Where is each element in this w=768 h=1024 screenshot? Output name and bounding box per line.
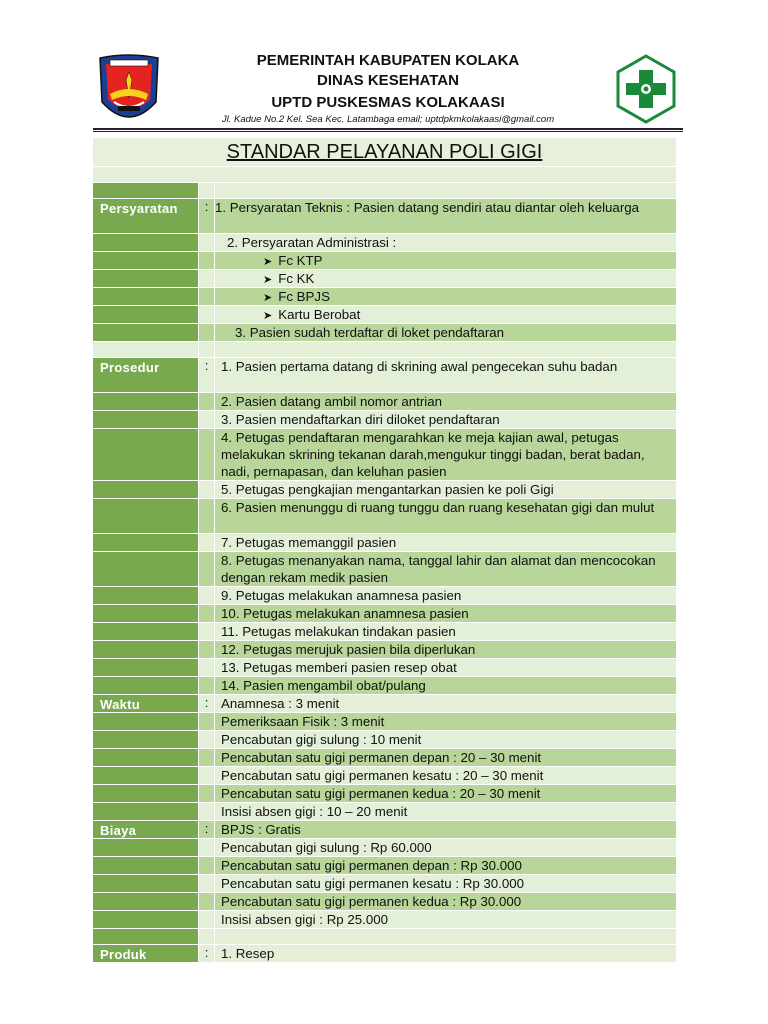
list-item: Pencabutan satu gigi permanen kedua : 20 – 30 menit xyxy=(215,785,676,802)
list-item: 3. Pasien mendaftarkan diri diloket pendaftaran xyxy=(215,411,676,428)
list-item: 13. Petugas memberi pasien resep obat xyxy=(215,659,676,676)
table-row xyxy=(93,270,676,288)
section-label-produk: Produk xyxy=(93,945,199,962)
table-row xyxy=(93,677,676,695)
list-item: ➤ Fc KTP xyxy=(215,252,676,269)
arrow-bullet-icon: ➤ xyxy=(263,274,273,286)
table-row xyxy=(93,713,676,731)
letterhead-rule-thin xyxy=(93,131,683,132)
table-row xyxy=(93,534,676,552)
table-row: Produk : 1. Resep xyxy=(93,945,676,963)
list-item: 1. Resep xyxy=(215,945,676,962)
list-item: 9. Petugas melakukan anamnesa pasien xyxy=(215,587,676,604)
list-item: Pencabutan satu gigi permanen depan : Rp 30.000 xyxy=(215,857,676,874)
list-item: 11. Petugas melakukan tindakan pasien xyxy=(215,623,676,640)
section-label-prosedur: Prosedur xyxy=(93,358,199,392)
spacer-row xyxy=(93,342,676,358)
table-row xyxy=(93,234,676,252)
table-row xyxy=(93,288,676,306)
list-item: Pencabutan satu gigi permanen kedua : Rp 30.000 xyxy=(215,893,676,910)
table-row xyxy=(93,839,676,857)
list-item: Pencabutan satu gigi permanen kesatu : 20 – 30 menit xyxy=(215,767,676,784)
list-item: 8. Petugas menanyakan nama, tanggal lahir dan alamat dan mencocokan dengan rekam medik pasien xyxy=(215,552,676,586)
arrow-bullet-icon: ➤ xyxy=(263,310,273,322)
spacer-row xyxy=(93,183,676,199)
list-item: 2. Pasien datang ambil nomor antrian xyxy=(215,393,676,410)
list-item: 2. Persyaratan Administrasi : xyxy=(215,234,676,251)
arrow-bullet-icon: ➤ xyxy=(263,256,273,268)
list-item: ➤ Kartu Berobat xyxy=(215,306,676,323)
section-label-biaya: Biaya xyxy=(93,821,199,838)
list-item: Pencabutan gigi sulung : 10 menit xyxy=(215,731,676,748)
list-item: 3. Pasien sudah terdaftar di loket pendaftaran xyxy=(215,324,676,341)
list-item: Pemeriksaan Fisik : 3 menit xyxy=(215,713,676,730)
list-item: 5. Petugas pengkajian mengantarkan pasien ke poli Gigi xyxy=(215,481,676,498)
table-row xyxy=(93,857,676,875)
letterhead-address: Jl. Kadue No.2 Kel. Sea Kec. Latambaga email; uptdpkmkolakaasi@gmail.com xyxy=(221,114,555,125)
table-row xyxy=(93,749,676,767)
table-row xyxy=(93,623,676,641)
service-standard-table xyxy=(93,138,676,963)
table-row xyxy=(93,411,676,429)
list-item: 12. Petugas merujuk pasien bila diperlukan xyxy=(215,641,676,658)
list-item: 7. Petugas memanggil pasien xyxy=(215,534,676,551)
list-item: 10. Petugas melakukan anamnesa pasien xyxy=(215,605,676,622)
section-label-waktu: Waktu xyxy=(93,695,199,712)
list-item: Anamnesa : 3 menit xyxy=(215,695,676,712)
table-row xyxy=(93,499,676,534)
letterhead-line-2: DINAS KESEHATAN xyxy=(317,72,459,89)
list-item: 6. Pasien menunggu di ruang tunggu dan ruang kesehatan gigi dan mulut xyxy=(215,499,676,533)
letterhead xyxy=(93,44,683,130)
puskesmas-cross-icon xyxy=(615,54,677,124)
list-item: Pencabutan satu gigi permanen kesatu : Rp 30.000 xyxy=(215,875,676,892)
table-row: Persyaratan : 1. Persyaratan Teknis : Pasien datang sendiri atau diantar oleh keluarga xyxy=(93,199,676,234)
table-row xyxy=(93,587,676,605)
document-title: STANDAR PELAYANAN POLI GIGI xyxy=(226,141,543,163)
table-row xyxy=(93,911,676,929)
table-row xyxy=(93,429,676,481)
spacer-row xyxy=(93,929,676,945)
table-row xyxy=(93,875,676,893)
table-row xyxy=(93,803,676,821)
table-row xyxy=(93,641,676,659)
table-row: Waktu : Anamnesa : 3 menit xyxy=(93,695,676,713)
section-label-persyaratan: Persyaratan xyxy=(93,199,199,233)
list-item: 1. Pasien pertama datang di skrining awal pengecekan suhu badan xyxy=(215,358,676,392)
list-item: 14. Pasien mengambil obat/pulang xyxy=(215,677,676,694)
table-row xyxy=(93,767,676,785)
letterhead-line-1: PEMERINTAH KABUPATEN KOLAKA xyxy=(256,52,520,69)
letterhead-line-3: UPTD PUSKESMAS KOLAKAASI xyxy=(271,94,505,111)
table-row xyxy=(93,552,676,587)
table-row: Prosedur : 1. Pasien pertama datang di skrining awal pengecekan suhu badan xyxy=(93,358,676,393)
table-row xyxy=(93,393,676,411)
table-row xyxy=(93,605,676,623)
list-item: Pencabutan gigi sulung : Rp 60.000 xyxy=(215,839,676,856)
table-row xyxy=(93,785,676,803)
list-item: Pencabutan satu gigi permanen depan : 20 – 30 menit xyxy=(215,749,676,766)
table-row xyxy=(93,481,676,499)
list-item: Insisi absen gigi : 10 – 20 menit xyxy=(215,803,676,820)
table-row xyxy=(93,252,676,270)
table-row xyxy=(93,893,676,911)
table-row xyxy=(93,731,676,749)
list-item: ➤ Fc KK xyxy=(215,270,676,287)
arrow-bullet-icon: ➤ xyxy=(263,292,273,304)
list-item: ➤ Fc BPJS xyxy=(215,288,676,305)
table-row xyxy=(93,324,676,342)
list-item: 4. Petugas pendaftaran mengarahkan ke meja kajian awal, petugas melakukan skrining tekanan darah,mengukur tinggi badan, berat badan, nadi, pernapasan, dan keluhan pasien xyxy=(215,429,676,480)
list-item: 1. Persyaratan Teknis : Pasien datang sendiri atau diantar oleh keluarga xyxy=(215,199,676,233)
table-row xyxy=(93,659,676,677)
list-item: Insisi absen gigi : Rp 25.000 xyxy=(215,911,676,928)
spacer-row xyxy=(93,167,676,183)
table-row xyxy=(93,306,676,324)
list-item: BPJS : Gratis xyxy=(215,821,676,838)
table-row: Biaya : BPJS : Gratis xyxy=(93,821,676,839)
letterhead-rule xyxy=(93,128,683,130)
document-title-row xyxy=(93,138,676,167)
